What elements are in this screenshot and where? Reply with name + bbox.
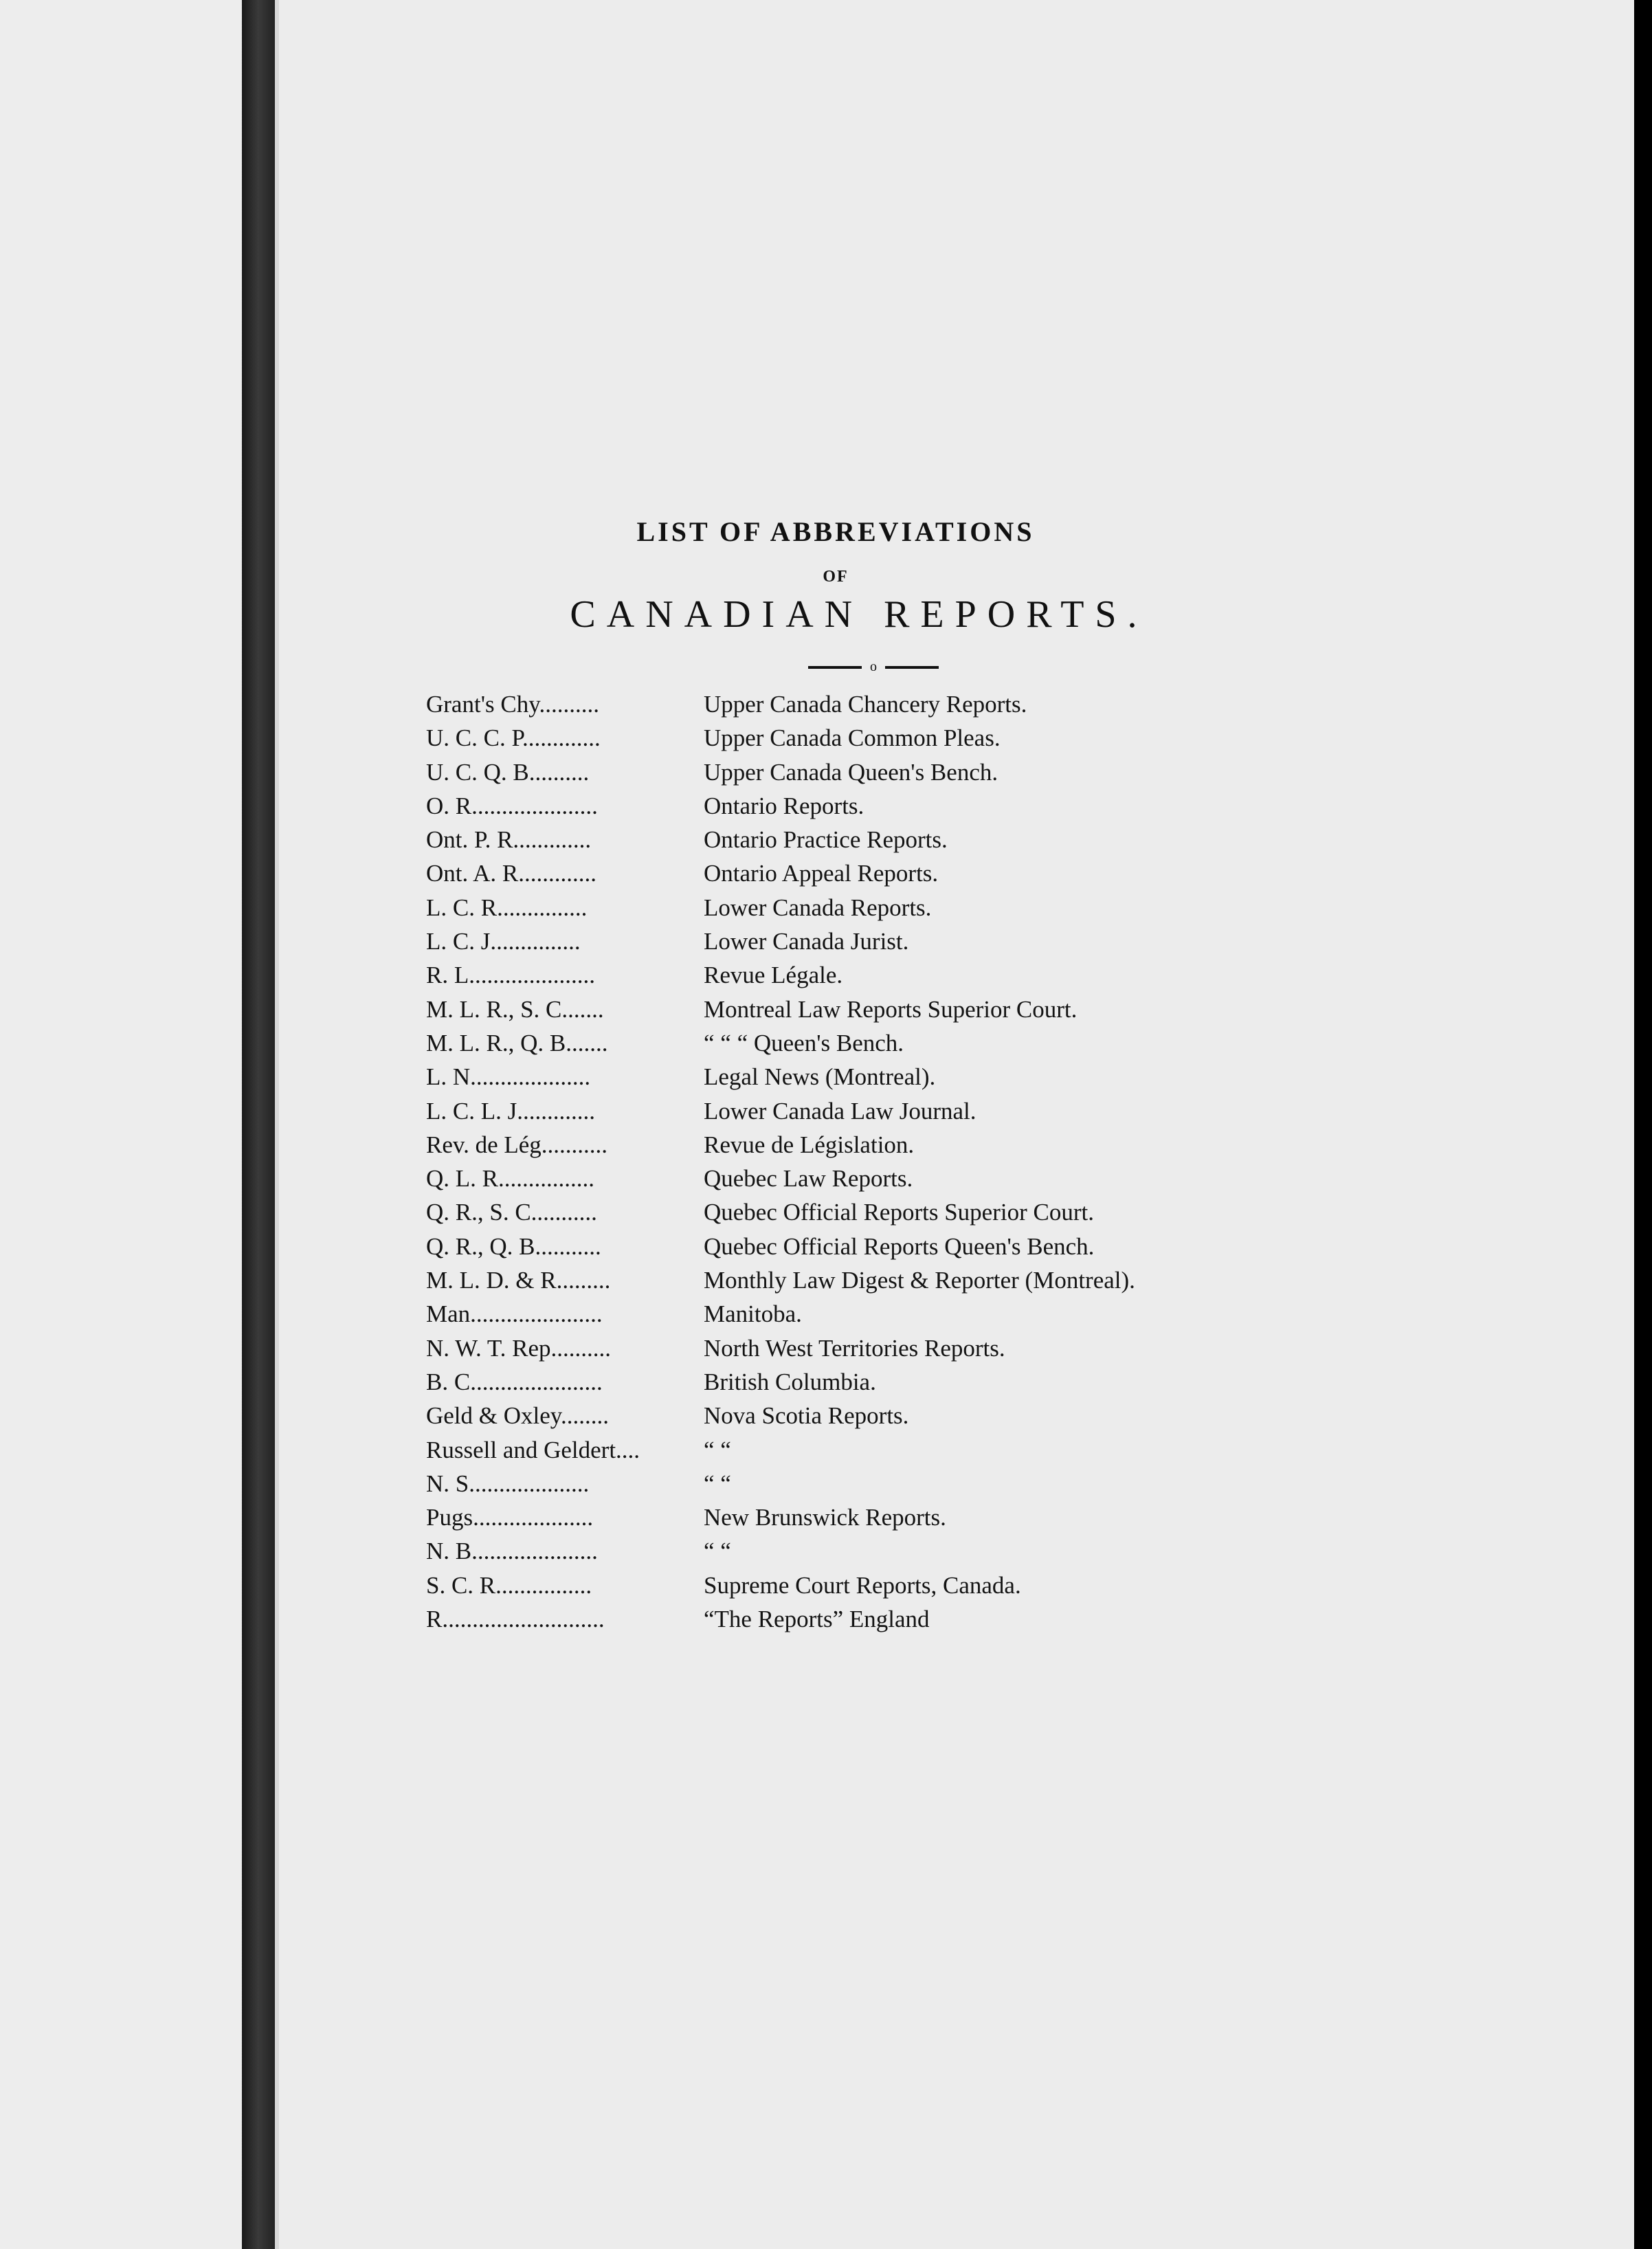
abbreviation-code: N. S.................... [426,1470,590,1497]
abbreviation-entry [426,1026,1278,1060]
abbreviation-code: L. N.................... [426,1063,591,1091]
abbreviation-code: U. C. Q. B.......... [426,758,590,786]
abbreviation-entry [426,1399,1278,1432]
abbreviation-entry [426,721,1278,755]
report-name: British Columbia. [704,1368,876,1395]
report-name: Upper Canada Chancery Reports. [704,691,1027,718]
abbreviation-code: R........................... [426,1606,605,1633]
report-name: Quebec Official Reports Superior Court. [704,1199,1094,1226]
report-name: Nova Scotia Reports. [704,1402,909,1430]
report-name: North West Territories Reports. [704,1334,1005,1362]
abbreviation-entry [426,1128,1278,1162]
abbreviation-entry [426,924,1278,958]
abbreviation-code: M. L. R., S. C....... [426,995,604,1023]
report-name: “ “ “ Queen's Bench. [704,1029,904,1056]
report-name: Revue Légale. [704,962,843,989]
abbreviation-entry [426,856,1278,890]
report-name: Lower Canada Reports. [704,894,932,921]
abbreviation-entry [426,1467,1278,1500]
abbreviation-code: L. C. J............... [426,928,581,955]
report-name: Manitoba. [704,1300,802,1328]
report-name: “ “ [704,1470,731,1497]
report-name: Revue de Législation. [704,1131,915,1158]
abbreviation-code: Q. L. R................ [426,1165,594,1193]
abbreviation-code: R. L..................... [426,962,595,989]
abbreviation-entry [426,1195,1278,1229]
abbreviation-code: L. C. L. J............. [426,1097,595,1124]
report-name: “ “ [704,1538,731,1565]
abbreviation-entry [426,687,1278,721]
ornament-divider [808,658,939,675]
abbreviation-code: Q. R., Q. B........... [426,1232,601,1260]
abbreviation-code: Q. R., S. C........... [426,1199,597,1226]
report-name: Lower Canada Jurist. [704,928,909,955]
book-spine [242,0,275,2249]
abbreviation-entry [426,1230,1278,1263]
scan-border [1634,0,1652,2249]
abbreviation-code: B. C...................... [426,1368,603,1395]
abbreviation-code: M. L. R., Q. B....... [426,1029,608,1056]
report-name: Supreme Court Reports, Canada. [704,1571,1021,1599]
report-name: Lower Canada Law Journal. [704,1097,976,1124]
abbreviation-entry [426,823,1278,856]
heading-list-of-abbreviations: LIST OF ABBREVIATIONS [636,516,1035,547]
abbreviation-code: Geld & Oxley........ [426,1402,610,1430]
abbreviation-code: Grant's Chy.......... [426,691,599,718]
report-name: Legal News (Montreal). [704,1063,936,1091]
report-name: Upper Canada Queen's Bench. [704,758,998,786]
abbreviation-code: U. C. C. P............. [426,724,601,752]
report-name: Quebec Law Reports. [704,1165,913,1193]
abbreviation-entry [426,1297,1278,1331]
abbreviation-entry [426,958,1278,992]
abbreviation-entry [426,1162,1278,1195]
abbreviation-entry [426,1534,1278,1568]
abbreviation-code: Rev. de Lég........... [426,1131,608,1158]
report-name: Montreal Law Reports Superior Court. [704,995,1078,1023]
abbreviation-entry [426,1094,1278,1128]
abbreviation-code: Man...................... [426,1300,603,1328]
abbreviation-code: N. W. T. Rep.......... [426,1334,611,1362]
report-name: Ontario Reports. [704,792,864,819]
abbreviation-entry [426,1060,1278,1094]
abbreviation-entry [426,755,1278,789]
report-name: New Brunswick Reports. [704,1504,946,1531]
abbreviation-entry [426,1500,1278,1534]
report-name: “The Reports” England [704,1606,930,1633]
abbreviation-code: Pugs.................... [426,1504,594,1531]
divider-mark: o [870,659,877,674]
abbreviation-entry [426,1602,1278,1636]
abbreviation-code: S. C. R................ [426,1571,592,1599]
left-page [0,0,242,2249]
abbreviation-entry [426,891,1278,924]
abbreviation-code: O. R..................... [426,792,598,819]
abbreviation-entry [426,1365,1278,1399]
abbreviation-entry [426,789,1278,823]
report-name: Quebec Official Reports Queen's Bench. [704,1232,1095,1260]
report-name: Ontario Appeal Reports. [704,860,939,887]
abbreviation-entry [426,1263,1278,1297]
divider-rule-right [885,666,939,669]
abbreviation-entry [426,993,1278,1026]
abbreviation-code: L. C. R............... [426,894,588,921]
abbreviation-entry [426,1569,1278,1602]
abbreviation-code: Russell and Geldert.... [426,1436,640,1463]
abbreviation-entry [426,1433,1278,1467]
report-name: Monthly Law Digest & Reporter (Montreal). [704,1267,1135,1294]
abbreviation-code: Ont. A. R............. [426,860,596,887]
report-name: Upper Canada Common Pleas. [704,724,1001,752]
report-name: “ “ [704,1436,731,1463]
report-name: Ontario Practice Reports. [704,826,948,854]
heading-canadian-reports: CANADIAN REPORTS. [570,593,1148,636]
heading-of: OF [823,568,849,586]
abbreviation-code: N. B..................... [426,1538,598,1565]
abbreviation-code: Ont. P. R............. [426,826,592,854]
abbreviation-list [426,687,1278,1636]
abbreviation-entry [426,1331,1278,1365]
abbreviation-code: M. L. D. & R......... [426,1267,611,1294]
